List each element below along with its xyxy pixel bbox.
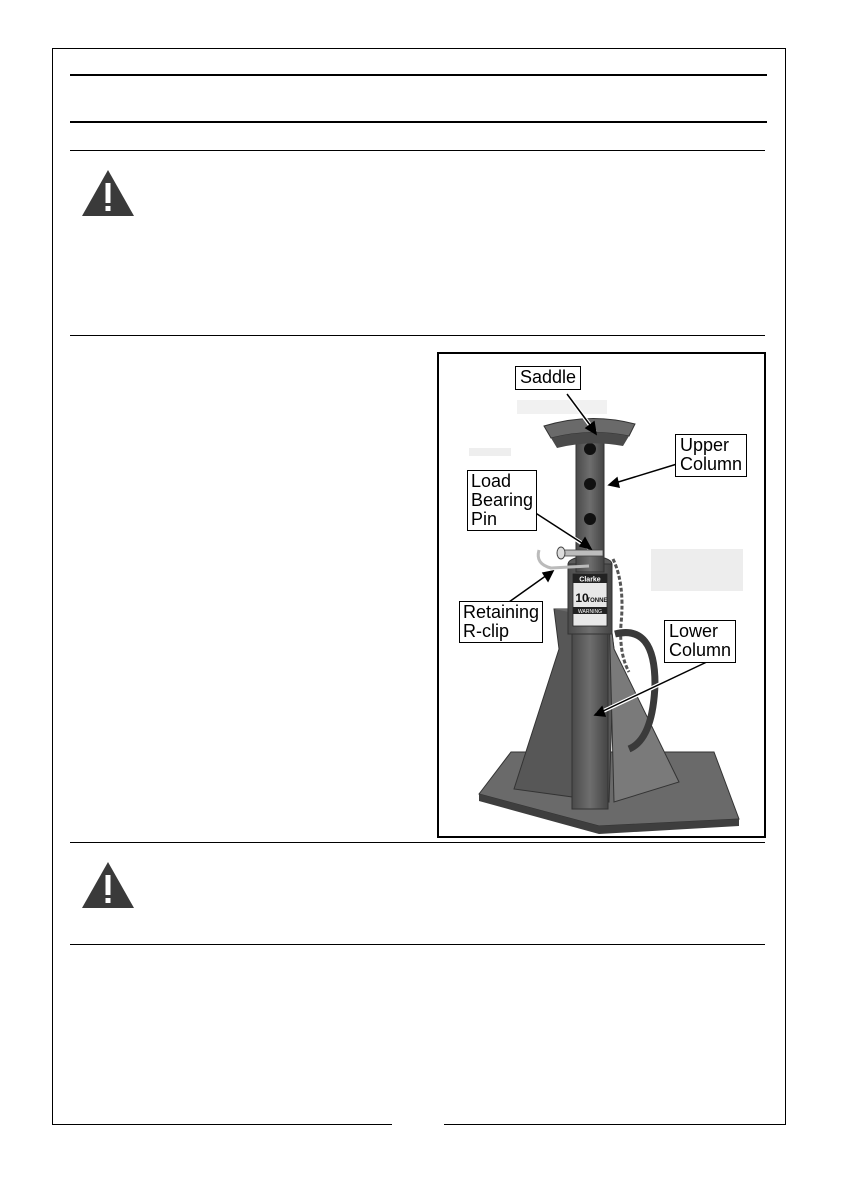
label-warning: WARNING	[578, 609, 602, 615]
header-rule-bottom	[70, 121, 767, 123]
jack-stand-figure	[437, 352, 766, 838]
label-retaining-r-clip: Retaining R-clip	[459, 601, 543, 643]
warning-rule-bottom	[70, 335, 765, 336]
label-brand: Clarke	[579, 576, 601, 584]
footer-page-number-gap	[392, 1121, 444, 1131]
label-upper-column: Upper Column	[675, 434, 747, 477]
warning-triangle-icon	[80, 168, 136, 218]
label-unit: TONNE	[586, 598, 608, 604]
label-capacity: 10	[575, 591, 589, 605]
warning-rule-bottom-2	[70, 944, 765, 945]
warning-rule-top-2	[70, 842, 765, 843]
label-lower-column: Lower Column	[664, 620, 736, 663]
header-rule-top	[70, 74, 767, 76]
label-load-bearing-pin: Load Bearing Pin	[467, 470, 537, 531]
warning-triangle-icon	[80, 860, 136, 910]
label-saddle: Saddle	[515, 366, 581, 390]
warning-rule-top	[70, 150, 765, 151]
jack-stand-illustration	[439, 354, 764, 836]
